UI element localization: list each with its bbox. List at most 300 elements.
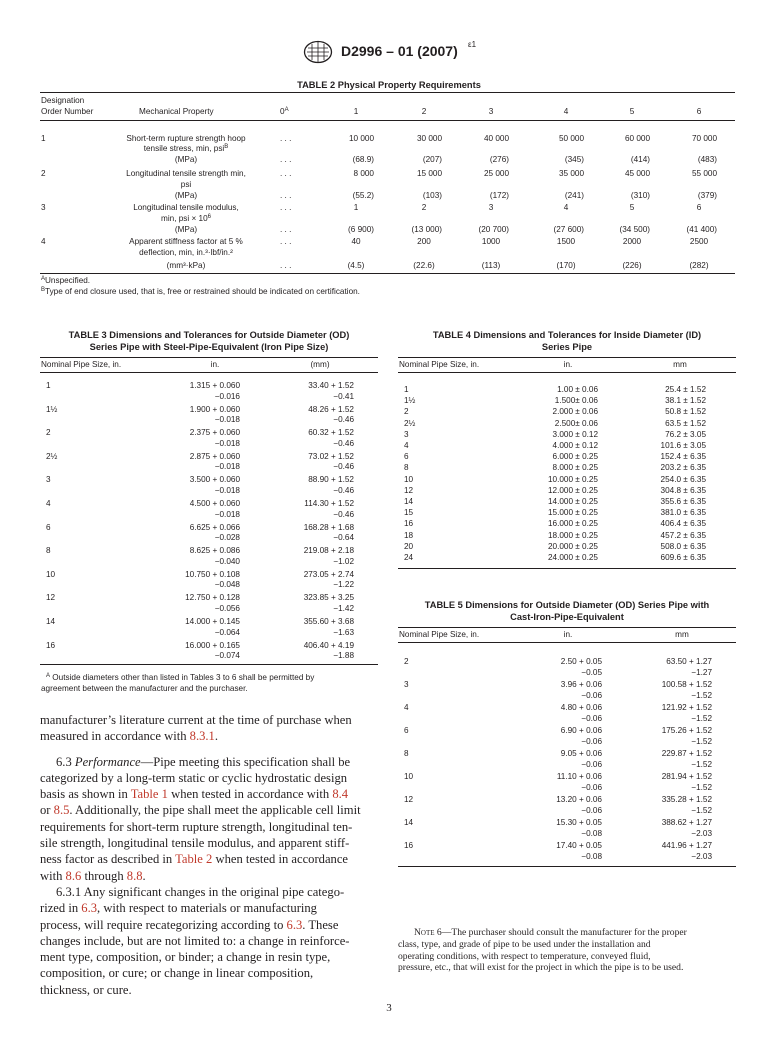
value-1: 1 <box>353 203 359 212</box>
od-in-minus: −0.05 <box>581 667 602 677</box>
pipe-size: 20 <box>404 541 414 551</box>
od-mm-minus: −1.27 <box>691 667 712 677</box>
value-4: 4 <box>563 203 569 212</box>
table3-col-size: Nominal Pipe Size, in. <box>41 360 122 369</box>
value-4: 1500 <box>556 237 576 246</box>
od-in-minus: −0.06 <box>581 713 602 723</box>
pipe-size: 12 <box>46 593 56 603</box>
metric-1: (4.5) <box>347 261 365 270</box>
paragraph-line <box>40 982 378 998</box>
metric-5: (310) <box>630 191 650 200</box>
pipe-size: 2 <box>404 657 409 666</box>
pipe-size: 16 <box>404 841 414 850</box>
text: thickness, or cure. <box>40 982 132 997</box>
table3-col-mm: (mm) <box>310 360 330 369</box>
od-in-plus: 17.40 + 0.05 <box>556 841 602 850</box>
metric-5: (34 500) <box>619 225 650 234</box>
table5-title <box>398 599 736 623</box>
table5-col-in: in. <box>563 630 573 639</box>
paragraph-line <box>40 819 378 835</box>
od-mm-plus: 114.30 + 1.52 <box>304 499 354 508</box>
od-in-minus: −0.06 <box>581 690 602 700</box>
id-mm: 355.6 ± 6.35 <box>660 497 706 506</box>
text: rized in <box>40 901 82 916</box>
table5-bottom-rule <box>398 866 736 867</box>
section-link-6-3[interactable]: 6.3 <box>286 917 303 932</box>
table4-title <box>398 329 736 353</box>
od-in-plus: 12.750 + 0.128 <box>185 593 240 603</box>
od-in-plus: 14.000 + 0.145 <box>185 617 240 626</box>
text: sile strength, longitudinal tensile modulus, and apparent stiff- <box>40 836 350 851</box>
table3-footnote-line-1 <box>46 673 314 683</box>
dots-metric: . . . <box>280 225 292 234</box>
od-mm-minus: −0.64 <box>333 533 354 543</box>
value-6: 55 000 <box>691 169 717 178</box>
note-label: Note 6 <box>414 927 442 938</box>
table5-title-line-1: TABLE 5 Dimensions for Outside Diameter (OD) Series Pipe with <box>424 600 710 610</box>
pipe-size: 15 <box>404 508 414 518</box>
page-header <box>0 40 778 64</box>
text: with <box>40 868 66 883</box>
table3-title-line-2: Series Pipe with Steel-Pipe-Equivalent (Iron Pipe Size) <box>89 342 329 352</box>
od-in-plus: 9.05 + 0.06 <box>560 749 602 758</box>
property-line-2-text: min, psi × 10 <box>161 214 208 223</box>
metric-6: (282) <box>689 261 709 270</box>
dots-metric: . . . <box>280 261 292 270</box>
footnote-a-mark: A <box>41 276 46 282</box>
property-line-2 <box>100 144 272 154</box>
pipe-size: 2 <box>404 407 409 417</box>
id-in: 2.000 ± 0.06 <box>552 407 598 417</box>
table3-footnote-line-2: agreement between the manufacturer and the purchaser. <box>41 684 248 693</box>
value-3: 25 000 <box>483 169 509 178</box>
pipe-size: 2½ <box>404 418 416 428</box>
section-link-8-4[interactable]: 8.4 <box>332 787 349 802</box>
id-mm: 101.6 ± 3.05 <box>660 441 706 450</box>
property-line-1: Apparent stiffness factor at 5 % <box>129 237 243 246</box>
id-mm: 609.6 ± 6.35 <box>660 553 706 562</box>
od-mm-plus: 335.28 + 1.52 <box>661 795 712 804</box>
table2-col-order-number: Order Number <box>41 107 94 116</box>
paragraph-line <box>40 933 378 949</box>
id-in: 16.000 ± 0.25 <box>547 519 598 529</box>
section-link-6-3[interactable]: 6.3 <box>81 901 98 916</box>
table3-footnote-mark: A <box>46 673 51 679</box>
text: when tested in accordance with <box>167 787 333 802</box>
od-mm-minus: −1.52 <box>691 690 712 700</box>
id-in: 6.000 ± 0.25 <box>552 452 598 462</box>
designation-superscript: ε1 <box>468 40 477 49</box>
pipe-size: 10 <box>46 569 56 579</box>
value-2: 15 000 <box>416 169 442 178</box>
od-in-plus: 15.30 + 0.05 <box>556 818 602 827</box>
paragraph-line <box>40 900 378 916</box>
od-mm-minus: −2.03 <box>691 851 712 861</box>
table2-bottom-rule <box>40 273 735 274</box>
od-mm-minus: −0.46 <box>333 462 354 472</box>
od-in-minus: −0.040 <box>214 556 240 566</box>
od-mm-minus: −1.52 <box>691 759 712 769</box>
id-mm: 254.0 ± 6.35 <box>660 474 706 484</box>
od-mm-plus: 88.90 + 1.52 <box>308 475 354 485</box>
pipe-size: 18 <box>404 530 414 540</box>
pipe-size: 10 <box>404 772 414 781</box>
metric-3: (113) <box>481 261 501 270</box>
value-3: 1000 <box>481 237 501 246</box>
section-link-8-6[interactable]: 8.6 <box>65 868 82 883</box>
table2-col-3: 3 <box>488 107 494 116</box>
paragraph-line <box>40 802 378 818</box>
od-mm-minus: −1.52 <box>691 736 712 746</box>
property-line-1: Longitudinal tensile modulus, <box>133 203 239 212</box>
metric-1: (6 900) <box>348 225 374 234</box>
text: —Pipe meeting this specification shall be <box>140 754 351 769</box>
table4-header-rule <box>398 372 736 373</box>
text: , with respect to materials or manufacturing <box>97 901 317 916</box>
od-in-plus: 3.96 + 0.06 <box>560 680 602 689</box>
metric-4: (27 600) <box>553 225 584 234</box>
od-mm-minus: −2.03 <box>691 828 712 838</box>
text: through <box>81 868 127 883</box>
metric-2: (13 000) <box>411 225 442 234</box>
od-mm-plus: 168.28 + 1.68 <box>303 522 354 532</box>
pipe-size: 2½ <box>46 451 58 461</box>
od-mm-plus: 60.32 + 1.52 <box>308 428 354 438</box>
id-in: 8.000 ± 0.25 <box>552 463 598 473</box>
od-in-plus: 1.900 + 0.060 <box>189 404 240 414</box>
od-mm-minus: −1.52 <box>691 713 712 723</box>
table2-col-4: 4 <box>563 107 569 116</box>
section-link-8-3-1[interactable]: 8.3.1 <box>189 729 215 744</box>
note-line: class, type, and grade of pipe to be used under the installation and <box>398 938 651 950</box>
property-unit: (MPa) <box>174 225 198 234</box>
property-line-2: deflection, min, in.³·lbf/in.² <box>139 248 233 257</box>
od-mm-minus: −1.52 <box>691 805 712 815</box>
value-6: 6 <box>696 203 702 212</box>
id-in: 10.000 ± 0.25 <box>547 474 598 484</box>
table4-title-line-1: TABLE 4 Dimensions and Tolerances for Inside Diameter (ID) <box>432 330 702 340</box>
metric-5: (414) <box>630 155 650 164</box>
text: . Additionally, the pipe shall meet the applicable cell limit <box>69 803 361 818</box>
text: measured in accordance with <box>40 729 190 744</box>
table2-col-1: 1 <box>353 107 359 116</box>
text: ment type, composition, or binder; a change in resin type, <box>40 950 331 965</box>
table2-footnote-a <box>41 276 90 286</box>
od-mm-plus: 219.08 + 2.18 <box>303 546 354 556</box>
dots-metric: . . . <box>280 191 292 200</box>
row-number: 2 <box>41 169 46 178</box>
od-mm-minus: −1.22 <box>333 580 354 590</box>
text: categorized by a long-term static or cyclic hydrostatic design <box>40 770 348 785</box>
od-in-minus: −0.048 <box>214 580 240 590</box>
metric-1: (55.2) <box>352 191 374 200</box>
od-mm-minus: −1.42 <box>333 603 354 613</box>
text: or <box>40 803 54 818</box>
pipe-size: 8 <box>404 463 409 473</box>
metric-6: (483) <box>697 155 717 164</box>
section-link-8-8[interactable]: 8.8 <box>126 868 143 883</box>
dots-value: . . . <box>280 134 292 143</box>
value-3: 3 <box>488 203 494 212</box>
id-mm: 152.4 ± 6.35 <box>660 452 706 462</box>
pipe-size: 3 <box>404 429 409 439</box>
table5-title-line-2: Cast-Iron-Pipe-Equivalent <box>510 612 624 622</box>
note-6 <box>398 927 736 974</box>
paragraph-line <box>40 949 378 965</box>
property-unit: (MPa) <box>174 191 198 200</box>
od-in-minus: −0.016 <box>214 391 240 401</box>
metric-2: (22.6) <box>413 261 435 270</box>
table-1-link[interactable]: Table 1 <box>130 787 168 802</box>
metric-5: (226) <box>622 261 642 270</box>
od-mm-minus: −0.46 <box>333 485 354 495</box>
id-in: 18.000 ± 0.25 <box>547 530 598 540</box>
table2-top-rule <box>40 92 735 93</box>
property-sup: B <box>224 144 229 150</box>
text: . These <box>302 917 339 932</box>
od-in-minus: −0.064 <box>214 627 240 637</box>
page-number: 3 <box>386 1002 392 1014</box>
document-designation: D2996 – 01 (2007) <box>341 43 458 59</box>
table3-col-in: in. <box>210 360 220 369</box>
metric-2: (207) <box>422 155 442 164</box>
table3-top-rule <box>40 357 378 358</box>
table2-col-6: 6 <box>696 107 702 116</box>
property-line-1: Longitudinal tensile strength min, <box>126 169 246 178</box>
id-in: 24.000 ± 0.25 <box>547 553 598 562</box>
pipe-size: 12 <box>404 795 414 804</box>
od-in-plus: 2.875 + 0.060 <box>189 451 240 461</box>
paragraph-line <box>40 917 378 933</box>
value-4: 35 000 <box>558 169 584 178</box>
row-number: 1 <box>41 134 46 143</box>
paragraph-line <box>40 712 378 728</box>
table4-title-line-2: Series Pipe <box>541 342 593 352</box>
od-mm-plus: 273.05 + 2.74 <box>303 569 354 579</box>
table2-col-0 <box>280 107 289 117</box>
value-2: 2 <box>421 203 427 212</box>
id-mm: 25.4 ± 1.52 <box>665 385 706 394</box>
od-mm-plus: 48.26 + 1.52 <box>308 404 354 414</box>
od-mm-minus: −0.46 <box>333 415 354 425</box>
pipe-size: 6 <box>404 452 409 462</box>
table4-bottom-rule <box>398 568 736 569</box>
value-5: 5 <box>629 203 635 212</box>
value-4: 50 000 <box>558 134 584 143</box>
od-in-minus: −0.056 <box>214 603 240 613</box>
note-line <box>398 927 736 939</box>
pipe-size: 3 <box>404 680 409 689</box>
pipe-size: 8 <box>404 749 409 758</box>
od-in-plus: 2.50 + 0.05 <box>560 657 602 666</box>
value-6: 2500 <box>689 237 709 246</box>
od-mm-plus: 441.96 + 1.27 <box>661 841 712 850</box>
pipe-size: 1 <box>46 381 51 390</box>
body-text <box>40 712 378 998</box>
value-1: 40 <box>351 237 361 246</box>
metric-4: (170) <box>556 261 576 270</box>
table2-col-2: 2 <box>421 107 427 116</box>
value-2: 200 <box>417 237 431 246</box>
od-in-plus: 11.10 + 0.06 <box>556 772 602 781</box>
text: 6.3.1 Any significant changes in the original pipe catego- <box>56 884 345 899</box>
property-line-2 <box>100 214 272 224</box>
id-in: 14.000 ± 0.25 <box>547 497 598 506</box>
table2-col-designation: Designation <box>41 96 85 105</box>
value-1: 8 000 <box>353 169 374 178</box>
text: . <box>214 729 218 744</box>
od-in-plus: 2.375 + 0.060 <box>189 428 240 438</box>
section-number: 6.3 <box>56 754 75 769</box>
row-number: 3 <box>41 203 46 212</box>
table-2-link[interactable]: Table 2 <box>175 852 213 867</box>
table2-header-rule <box>40 120 735 121</box>
pipe-size: 2 <box>46 428 51 438</box>
od-in-plus: 1.315 + 0.060 <box>189 381 240 390</box>
od-mm-minus: −0.41 <box>333 391 354 401</box>
od-in-minus: −0.018 <box>214 438 240 448</box>
property-unit: (MPa) <box>174 155 198 164</box>
pipe-size: 14 <box>404 497 414 506</box>
value-2: 30 000 <box>416 134 442 143</box>
od-mm-plus: 281.94 + 1.52 <box>661 772 712 781</box>
id-in: 20.000 ± 0.25 <box>547 541 598 551</box>
table5-top-rule <box>398 627 736 628</box>
table4-top-rule <box>398 357 736 358</box>
od-mm-plus: 388.62 + 1.27 <box>661 818 712 827</box>
text: . <box>142 868 146 883</box>
paragraph-line <box>40 868 378 884</box>
metric-3: (276) <box>489 155 509 164</box>
table5-col-mm: mm <box>675 630 689 639</box>
table3-title-line-1: TABLE 3 Dimensions and Tolerances for Outside Diameter (OD) <box>68 330 350 340</box>
table2-title: TABLE 2 Physical Property Requirements <box>297 80 481 90</box>
pipe-size: 1 <box>404 385 409 394</box>
od-in-plus: 8.625 + 0.086 <box>189 546 240 556</box>
od-in-minus: −0.06 <box>581 736 602 746</box>
pipe-size: 1½ <box>404 396 416 406</box>
text: changes include, but are not limited to: a change in reinforce- <box>40 933 350 948</box>
pipe-size: 1½ <box>46 404 58 414</box>
od-mm-plus: 63.50 + 1.27 <box>666 657 712 666</box>
od-mm-plus: 100.58 + 1.52 <box>661 680 712 689</box>
od-mm-minus: −1.02 <box>333 556 354 566</box>
table4-col-in: in. <box>563 360 573 369</box>
paragraph-line <box>40 754 378 770</box>
pipe-size: 10 <box>404 474 414 484</box>
metric-6: (379) <box>697 191 717 200</box>
pipe-size: 3 <box>46 475 51 485</box>
paragraph-line <box>40 965 378 981</box>
od-mm-minus: −1.88 <box>333 651 354 661</box>
pipe-size: 14 <box>46 617 56 626</box>
od-in-minus: −0.018 <box>214 485 240 495</box>
metric-1: (68.9) <box>352 155 374 164</box>
od-in-minus: −0.074 <box>214 651 240 661</box>
value-6: 70 000 <box>691 134 717 143</box>
metric-3: (172) <box>489 191 509 200</box>
property-line-2: psi <box>180 180 192 189</box>
table2-col-0-sup: A <box>284 107 289 113</box>
property-line-2-text: tensile stress, min, psi <box>143 144 225 153</box>
pipe-size: 24 <box>404 553 414 562</box>
od-in-plus: 13.20 + 0.06 <box>556 795 602 804</box>
metric-6: (41 400) <box>686 225 717 234</box>
id-mm: 508.0 ± 6.35 <box>660 541 706 551</box>
od-mm-plus: 229.87 + 1.52 <box>661 749 712 758</box>
od-mm-plus: 406.40 + 4.19 <box>303 640 354 650</box>
metric-4: (345) <box>564 155 584 164</box>
footnote-b-mark: B <box>41 287 46 293</box>
table5-header-rule <box>398 642 736 643</box>
od-mm-minus: −1.63 <box>333 627 354 637</box>
od-in-plus: 6.625 + 0.066 <box>189 522 240 532</box>
dots-value: . . . <box>280 169 292 178</box>
od-in-minus: −0.018 <box>214 509 240 519</box>
od-mm-minus: −0.46 <box>333 438 354 448</box>
od-in-minus: −0.06 <box>581 805 602 815</box>
id-mm: 38.1 ± 1.52 <box>665 396 706 406</box>
astm-logo-icon <box>303 40 333 64</box>
id-in: 2.500± 0.06 <box>554 418 598 428</box>
pipe-size: 12 <box>404 485 414 495</box>
table3-footnote-text-1: Outside diameters other than listed in Tables 3 to 6 shall be permitted by <box>52 673 315 682</box>
od-mm-minus: −0.46 <box>333 509 354 519</box>
note-text: —The purchaser should consult the manufacturer for the proper <box>441 927 687 938</box>
note-line: pressure, etc., that will exist for the project in which the pipe is to be used. <box>398 962 684 974</box>
od-mm-plus: 33.40 + 1.52 <box>308 381 354 390</box>
id-in: 4.000 ± 0.12 <box>552 441 598 450</box>
text: manufacturer’s literature current at the time of purchase when <box>40 713 352 727</box>
value-3: 40 000 <box>483 134 509 143</box>
paragraph-line <box>40 728 378 744</box>
table4-col-mm: mm <box>673 360 687 369</box>
value-5: 2000 <box>622 237 642 246</box>
id-in: 15.000 ± 0.25 <box>547 508 598 518</box>
id-mm: 457.2 ± 6.35 <box>660 530 706 540</box>
table2-col-property: Mechanical Property <box>139 107 214 116</box>
text: when tested in accordance <box>212 852 349 867</box>
table3-header-rule <box>40 372 378 373</box>
pipe-size: 14 <box>404 818 414 827</box>
dots-value: . . . <box>280 237 292 246</box>
od-mm-minus: −1.52 <box>691 782 712 792</box>
pipe-size: 6 <box>404 726 409 735</box>
paragraph-line <box>40 786 378 802</box>
pipe-size: 16 <box>404 519 414 529</box>
id-mm: 63.5 ± 1.52 <box>665 418 706 428</box>
property-line-1: Short-term rupture strength hoop <box>126 134 246 143</box>
od-mm-plus: 121.92 + 1.52 <box>661 703 712 712</box>
text: process, will require recategorizing according to <box>40 917 287 932</box>
id-mm: 304.8 ± 6.35 <box>660 485 706 495</box>
text: composition, or cure; or change in linear composition, <box>40 966 314 981</box>
metric-3: (20 700) <box>478 225 509 234</box>
od-in-plus: 3.500 + 0.060 <box>189 475 240 485</box>
table2-footnote-b <box>41 287 360 297</box>
section-link-8-5[interactable]: 8.5 <box>53 803 70 818</box>
od-in-minus: −0.08 <box>581 851 602 861</box>
table2-col-0-label: 0 <box>280 107 285 116</box>
text: requirements for short-term rupture strength, longitudinal ten- <box>40 819 353 834</box>
od-in-plus: 10.750 + 0.108 <box>185 569 240 579</box>
pipe-size: 6 <box>46 522 51 532</box>
dots-value: . . . <box>280 203 292 212</box>
metric-4: (241) <box>564 191 584 200</box>
od-in-minus: −0.028 <box>214 533 240 543</box>
row-number: 4 <box>41 237 46 246</box>
dots-metric: . . . <box>280 155 292 164</box>
